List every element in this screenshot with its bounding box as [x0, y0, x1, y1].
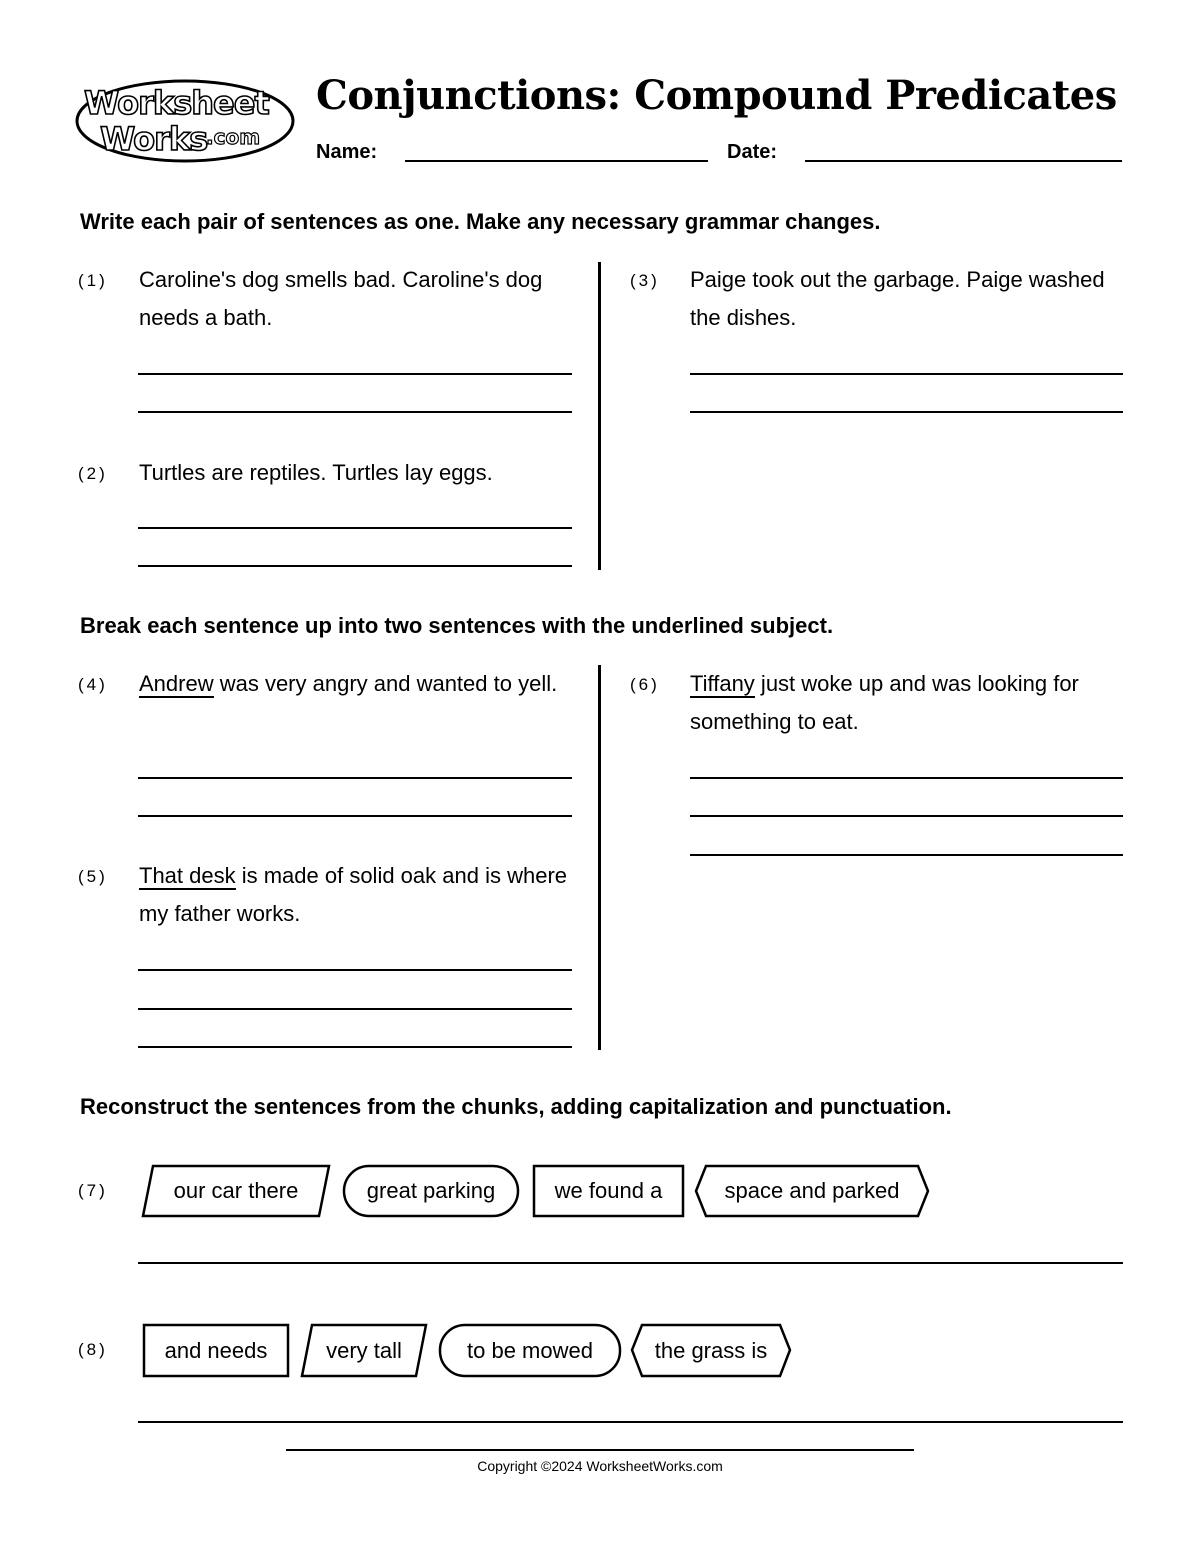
- chunk-label: to be mowed: [467, 1337, 593, 1363]
- footer-divider: [286, 1449, 914, 1451]
- copyright-text: Copyright ©2024 WorksheetWorks.com: [477, 1458, 723, 1474]
- chunk-hexagon: [694, 1164, 930, 1218]
- question-1-text: Caroline's dog smells bad. Caroline's dog needs a bath.: [139, 267, 543, 330]
- question-2-number: (2): [78, 464, 108, 483]
- answer-line-5b[interactable]: [138, 1008, 572, 1010]
- chunk-label: our car there: [173, 1178, 299, 1203]
- chunk-label: we found a: [554, 1178, 663, 1203]
- answer-line-5c[interactable]: [138, 1046, 572, 1048]
- chunk-label: great parking: [366, 1178, 496, 1203]
- chunk-hexagon: [630, 1323, 792, 1378]
- column-divider-1: [598, 262, 601, 570]
- section-2-instruction: Break each sentence up into two sentences with the underlined subject.: [80, 613, 834, 638]
- question-4-number: (4): [78, 675, 108, 694]
- date-label: Date:: [727, 141, 778, 163]
- chunk-label: space and parked: [724, 1178, 900, 1203]
- question-4-subject: Andrew: [139, 671, 214, 696]
- question-8-number: (8): [78, 1340, 108, 1359]
- question-5-number: (5): [78, 867, 108, 886]
- chunk-label: very tall: [326, 1337, 402, 1363]
- question-1-number: (1): [78, 271, 108, 290]
- answer-line-5a[interactable]: [138, 969, 572, 971]
- question-6-number: (6): [630, 675, 660, 694]
- chunk-rectangle: [532, 1164, 685, 1218]
- question-3-number: (3): [630, 271, 660, 290]
- section-3-instruction: Reconstruct the sentences from the chunks, adding capitalization and punctuation.: [80, 1094, 952, 1119]
- page-title: Conjunctions: Compound Predicates: [316, 72, 1117, 119]
- answer-line-6b[interactable]: [690, 815, 1123, 817]
- question-6-text: [690, 665, 1120, 741]
- chunk-parallelogram: [141, 1164, 331, 1218]
- chunk-parallelogram: [300, 1323, 428, 1378]
- column-divider-2: [598, 665, 601, 1050]
- chunk-rounded: [342, 1164, 520, 1218]
- answer-line-7[interactable]: [138, 1262, 1123, 1264]
- answer-line-1a[interactable]: [138, 373, 572, 375]
- question-4-rest: was very angry and wanted to yell.: [213, 671, 558, 696]
- chunk-rounded: [438, 1323, 622, 1378]
- question-5-subject: That desk: [139, 863, 236, 888]
- answer-line-3a[interactable]: [690, 373, 1123, 375]
- logo-text-suffix: .com: [206, 125, 261, 149]
- answer-line-1b[interactable]: [138, 411, 572, 413]
- section-1-instruction: Write each pair of sentences as one. Make any necessary grammar changes.: [80, 209, 881, 234]
- answer-line-8[interactable]: [138, 1421, 1123, 1423]
- question-6-subject: Tiffany: [690, 671, 755, 696]
- question-4-text: [139, 665, 579, 703]
- answer-line-3b[interactable]: [690, 411, 1123, 413]
- chunk-label: and needs: [164, 1337, 268, 1363]
- date-field-line[interactable]: [805, 160, 1122, 162]
- question-7-number: (7): [78, 1181, 108, 1200]
- name-label: Name:: [316, 141, 378, 163]
- answer-line-2b[interactable]: [138, 565, 572, 567]
- answer-line-4a[interactable]: [138, 777, 572, 779]
- answer-line-6a[interactable]: [690, 777, 1123, 779]
- answer-line-2a[interactable]: [138, 527, 572, 529]
- question-5-text: [139, 857, 579, 933]
- chunk-label: the grass is: [654, 1337, 768, 1363]
- answer-line-6c[interactable]: [690, 854, 1123, 856]
- logo-text-line1: Worksheet: [84, 84, 269, 122]
- chunk-rectangle: [142, 1323, 290, 1378]
- question-2-text: Turtles are reptiles. Turtles lay eggs.: [139, 460, 493, 485]
- answer-line-4b[interactable]: [138, 815, 572, 817]
- question-5-rest: is made of solid oak and is where my father works.: [139, 863, 568, 926]
- name-field-line[interactable]: [405, 160, 708, 162]
- question-6-rest: just woke up and was looking for something to eat.: [690, 671, 1079, 734]
- question-3-text: Paige took out the garbage. Paige washed the dishes.: [690, 267, 1105, 330]
- logo-text-line2: Works: [100, 120, 208, 158]
- worksheetworks-logo: [74, 76, 296, 166]
